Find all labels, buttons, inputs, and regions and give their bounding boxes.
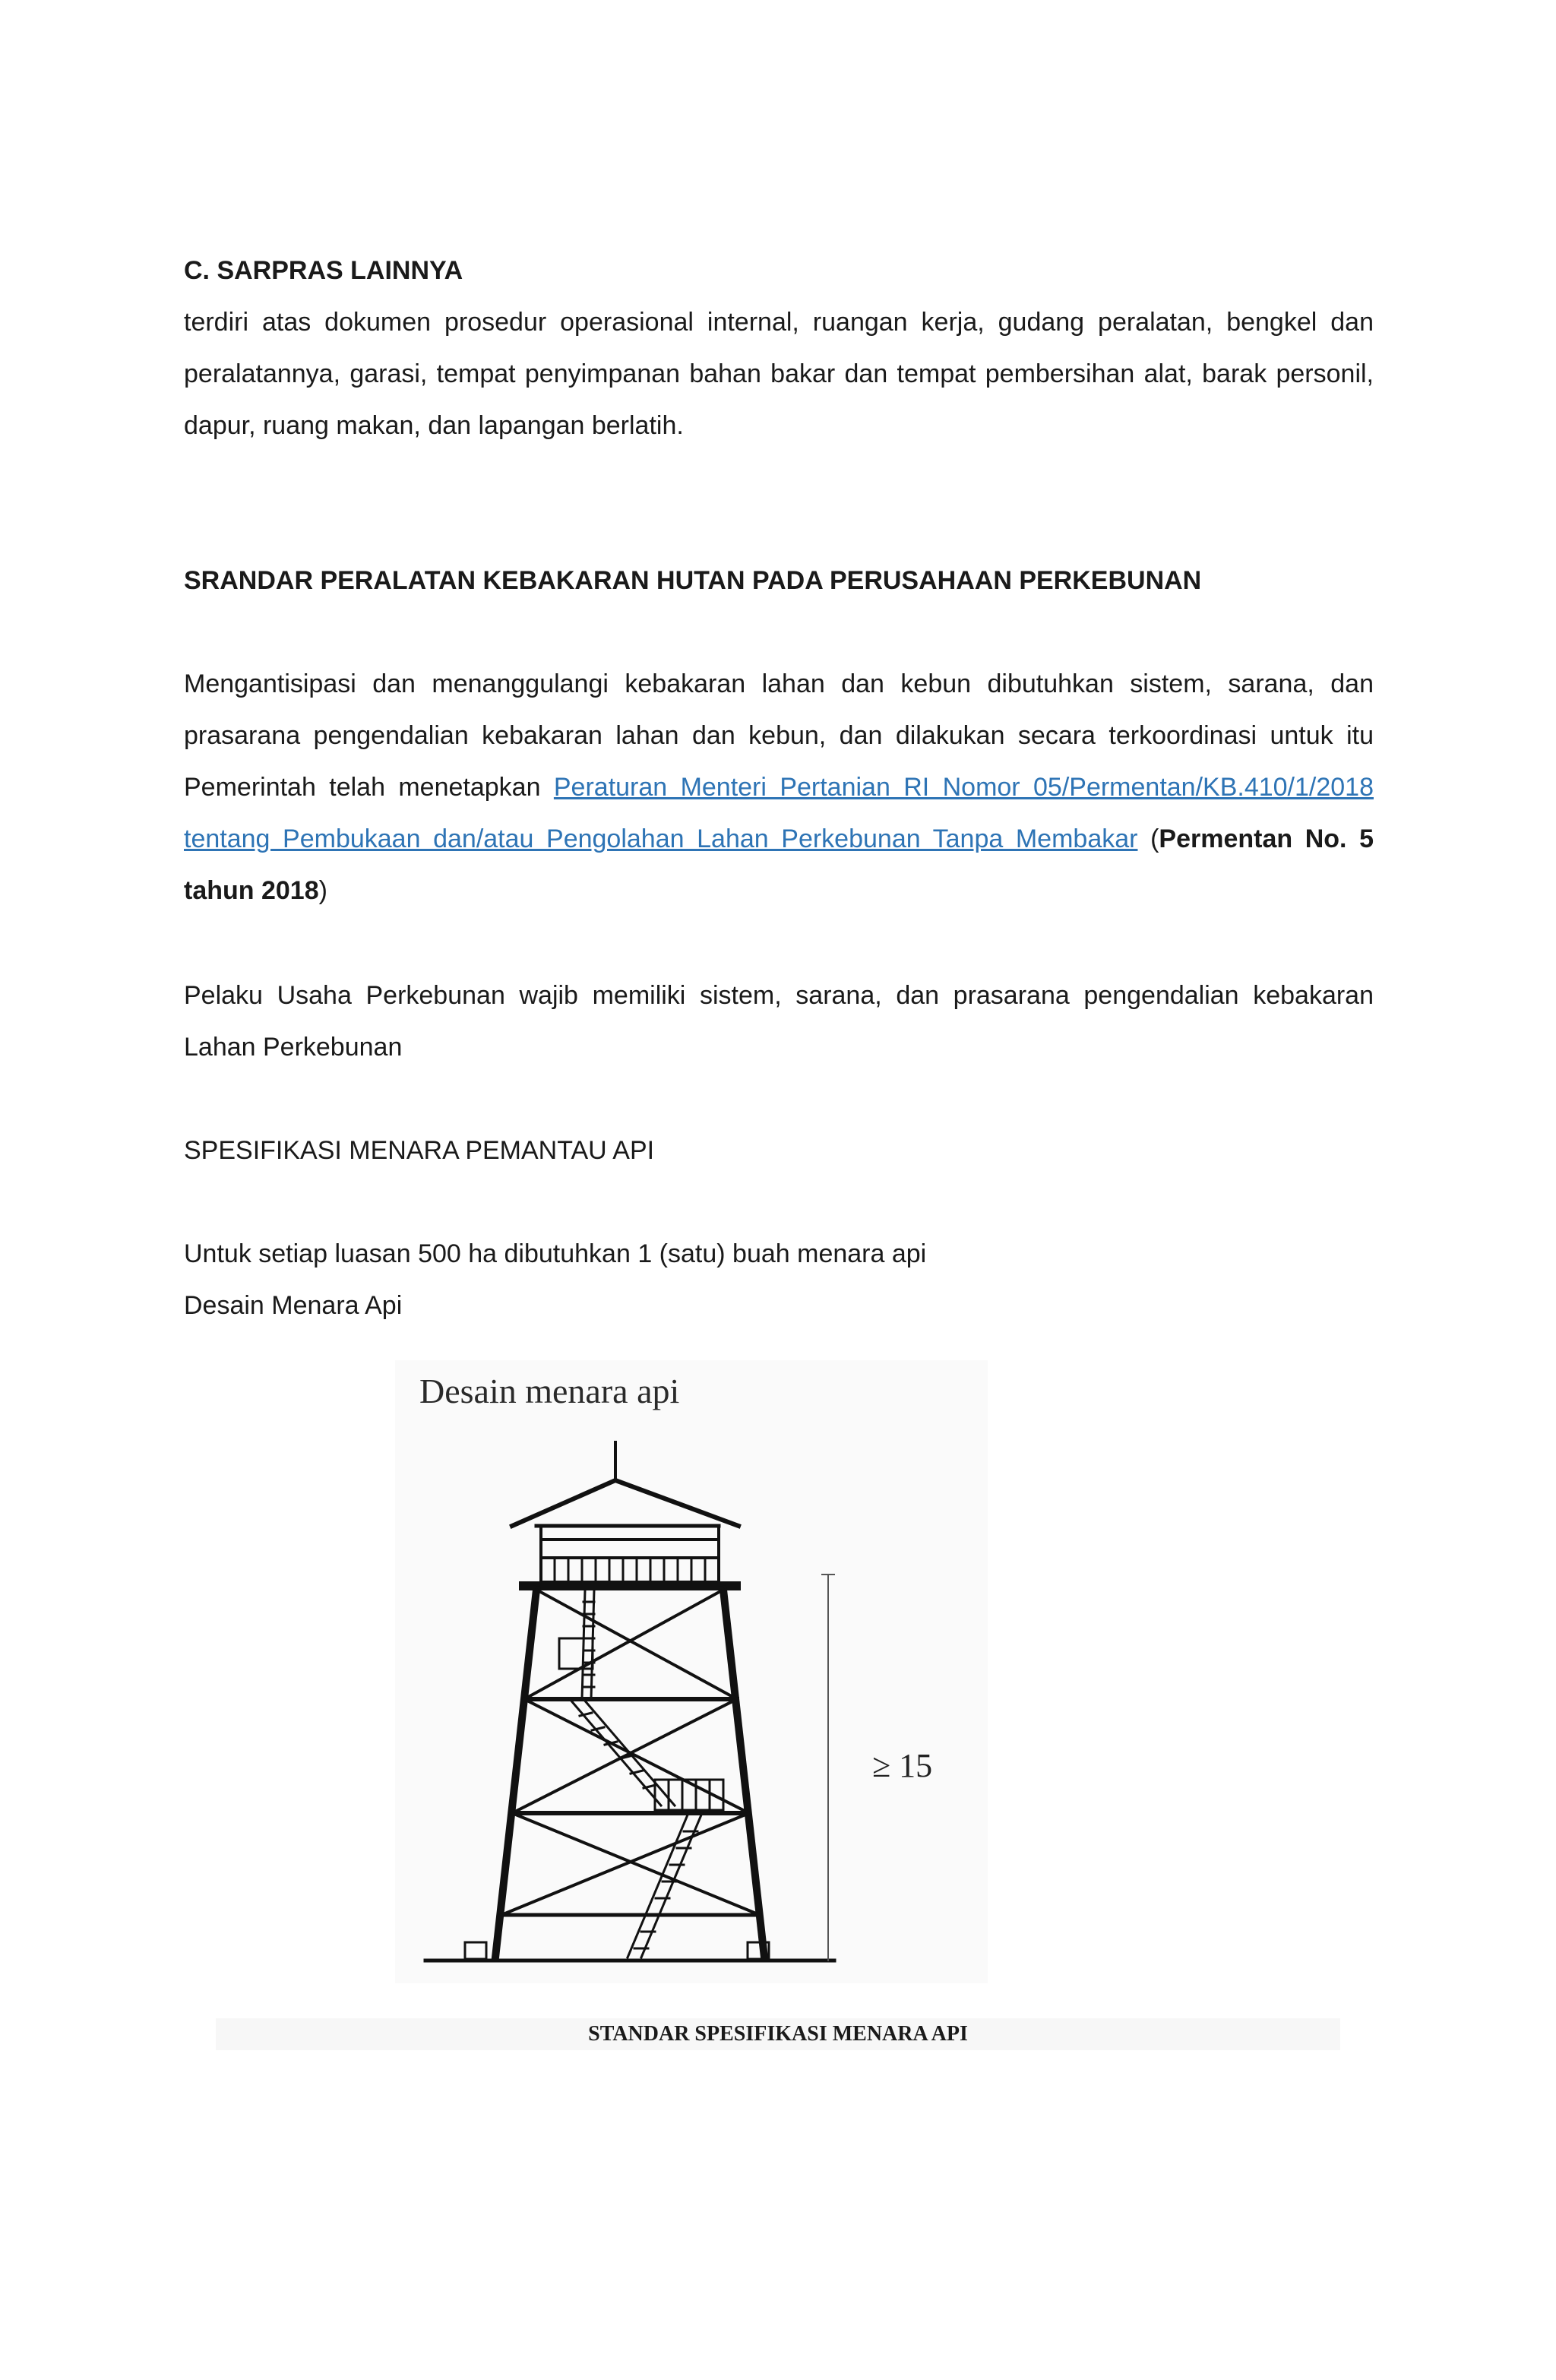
- tower-cross-bracing: [501, 1590, 760, 1915]
- tower-cabin-band: [541, 1526, 719, 1540]
- height-label: ≥ 15: [872, 1747, 933, 1784]
- tower-figure: [395, 1360, 988, 1983]
- spesifikasi-line-1: Untuk setiap luasan 500 ha dibutuhkan 1 (satu) buah menara api: [184, 1239, 927, 1268]
- figure-caption: STANDAR SPESIFIKASI MENARA API: [588, 2022, 968, 2046]
- tower-middle-stair: [570, 1699, 723, 1810]
- spesifikasi-line-2: Desain Menara Api: [184, 1291, 403, 1320]
- pelaku-paragraph: Pelaku Usaha Perkebunan wajib memiliki sistem, sarana, dan prasarana pengendalian kebakaran Lahan Perkebunan: [184, 981, 1374, 1062]
- section-title-sarpras: C. SARPRAS LAINNYA: [184, 256, 463, 285]
- section-title-spesifikasi: SPESIFIKASI MENARA PEMANTAU API: [184, 1136, 655, 1165]
- sarpras-paragraph: terdiri atas dokumen prosedur operasional internal, ruangan kerja, gudang peralatan, bengkel dan peralatannya, garasi, tempat penyimpanan bahan bakar dan tempat pembersihan alat, barak personil, dapur, ruang makan, dan lapangan berlatih.: [184, 308, 1374, 440]
- standar-paragraph: [184, 658, 1374, 916]
- paren-open: (: [1137, 824, 1159, 853]
- tower-platform: [520, 1582, 740, 1590]
- paren-close: ): [318, 876, 327, 905]
- regulation-short-ref: Permentan No. 5 tahun 2018: [184, 824, 1374, 905]
- figure-title: Desain menara api: [419, 1372, 680, 1410]
- tower-roof: [512, 1480, 738, 1526]
- regulation-link[interactable]: Peraturan Menteri Pertanian RI Nomor 05/Permentan/KB.410/1/2018: [553, 773, 1374, 802]
- standar-intro-text: Mengantisipasi dan menanggulangi kebakaran lahan dan kebun dibutuhkan sistem, sarana, dan prasarana pengendalian kebakaran lahan dan kebun, dan dilakukan secara terkoordinasi untuk itu Pemerintah telah menetapkan: [184, 669, 1374, 802]
- tower-footing-left: [465, 1942, 486, 1959]
- tower-drawing: [395, 1360, 988, 1983]
- regulation-title-link[interactable]: tentang Pembukaan dan/atau Pengolahan Lahan Perkebunan Tanpa Membakar: [184, 824, 1138, 853]
- section-title-standar: SRANDAR PERALATAN KEBAKARAN HUTAN PADA PERUSAHAAN PERKEBUNAN: [184, 566, 1202, 595]
